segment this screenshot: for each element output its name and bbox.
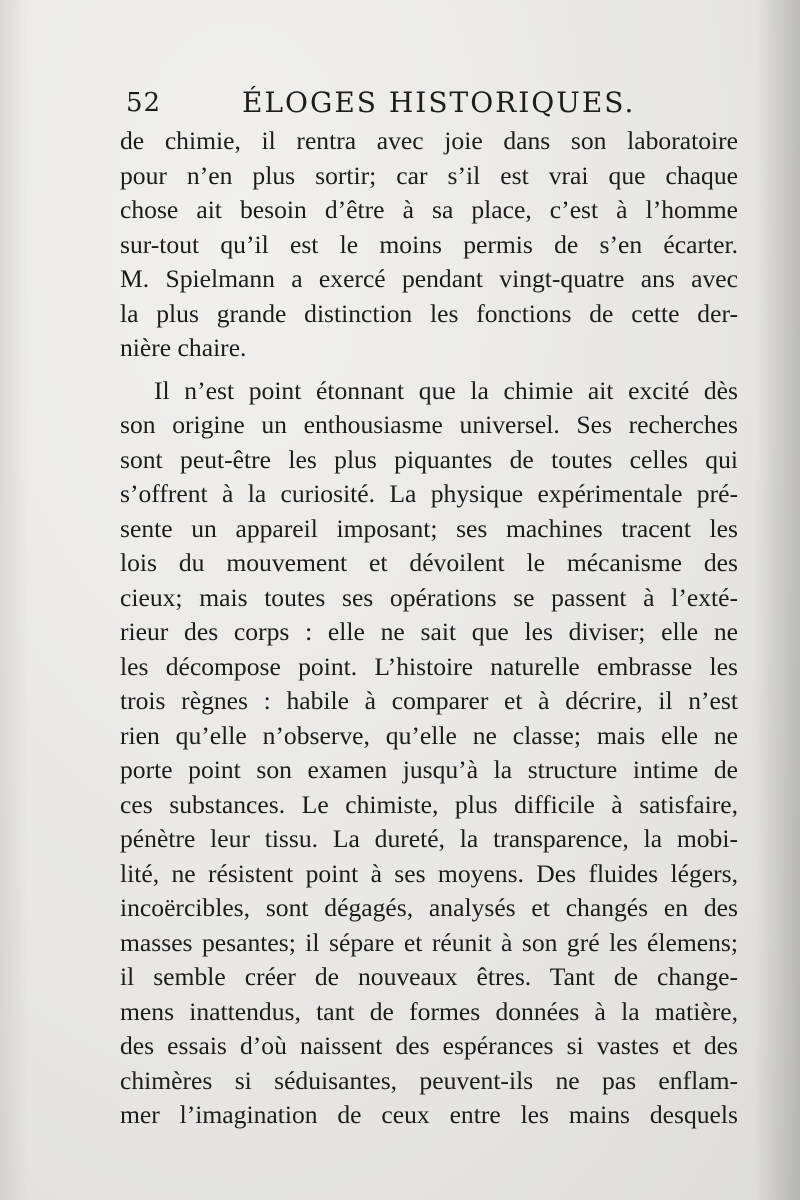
text-line: ces substances. Le chimiste, plus difficile à satisfaire, — [120, 789, 738, 819]
text-line: la plus grande distinction les fonctions de cette der- — [120, 298, 738, 328]
text-line: des essais d’où naissent des espérances si vastes et des — [120, 1031, 738, 1060]
text-line: il semble créer de nouveaux êtres. Tant de change- — [120, 962, 738, 991]
text-line: pour n’en plus sortir; car s’il est vrai que chaque — [120, 160, 738, 190]
text-line: chose ait besoin d’être à sa place, c’est à l’homme — [120, 195, 738, 224]
text-line: rieur des corps : elle ne sait que les diviser; elle ne — [120, 617, 738, 646]
text-line: chimères si séduisantes, peuvent-ils ne pas enflam- — [120, 1065, 738, 1095]
text-line: son origine un enthousiasme universel. Ses recherches — [120, 410, 738, 439]
text-line: Il n’est point étonnant que la chimie ait excité dès — [154, 375, 738, 405]
text-line: lité, ne résistent point à ses moyens. Des fluides légers, — [120, 858, 738, 888]
text-line: pénètre leur tissu. La dureté, la transparence, la mobi- — [120, 824, 738, 853]
text-line: cieux; mais toutes ses opérations se passent à l’exté- — [120, 582, 738, 612]
text-line: s’offrent à la curiosité. La physique expérimentale pré- — [120, 479, 738, 508]
text-line: les décompose point. L’histoire naturelle embrasse les — [120, 651, 738, 681]
running-title: ÉLOGES HISTORIQUES. — [242, 86, 636, 119]
text-line: trois règnes : habile à comparer et à décrire, il n’est — [120, 686, 738, 715]
gutter-shadow — [0, 0, 28, 1200]
text-line: nière chaire. — [120, 333, 247, 362]
text-line: mens inattendus, tant de formes données à la matière, — [120, 996, 738, 1026]
text-line: sur-tout qu’il est le moins permis de s’en écarter. — [120, 229, 738, 259]
running-header — [122, 86, 742, 122]
text-line: M. Spielmann a exercé pendant vingt-quatre ans avec — [120, 264, 738, 293]
text-line: porte point son examen jusqu’à la structure intime de — [120, 755, 738, 784]
page-number: 52 — [126, 88, 162, 118]
text-line: sente un appareil imposant; ses machines tracent les — [120, 513, 738, 543]
body-text — [120, 124, 738, 1133]
paragraph-gap — [120, 366, 738, 374]
page-edge-shadow — [754, 0, 800, 1200]
text-line: mer l’imagination de ceux entre les mains desquels — [120, 1100, 738, 1129]
text-line: sont peut-être les plus piquantes de toutes celles qui — [120, 444, 738, 474]
text-line: lois du mouvement et dévoilent le mécanisme des — [120, 548, 738, 577]
text-line: rien qu’elle n’observe, qu’elle ne classe; mais elle ne — [120, 720, 738, 750]
text-line: masses pesantes; il sépare et réunit à son gré les élemens; — [120, 927, 738, 957]
text-line: de chimie, il rentra avec joie dans son laboratoire — [120, 126, 738, 155]
text-line: incoërcibles, sont dégagés, analysés et changés en des — [120, 893, 738, 922]
